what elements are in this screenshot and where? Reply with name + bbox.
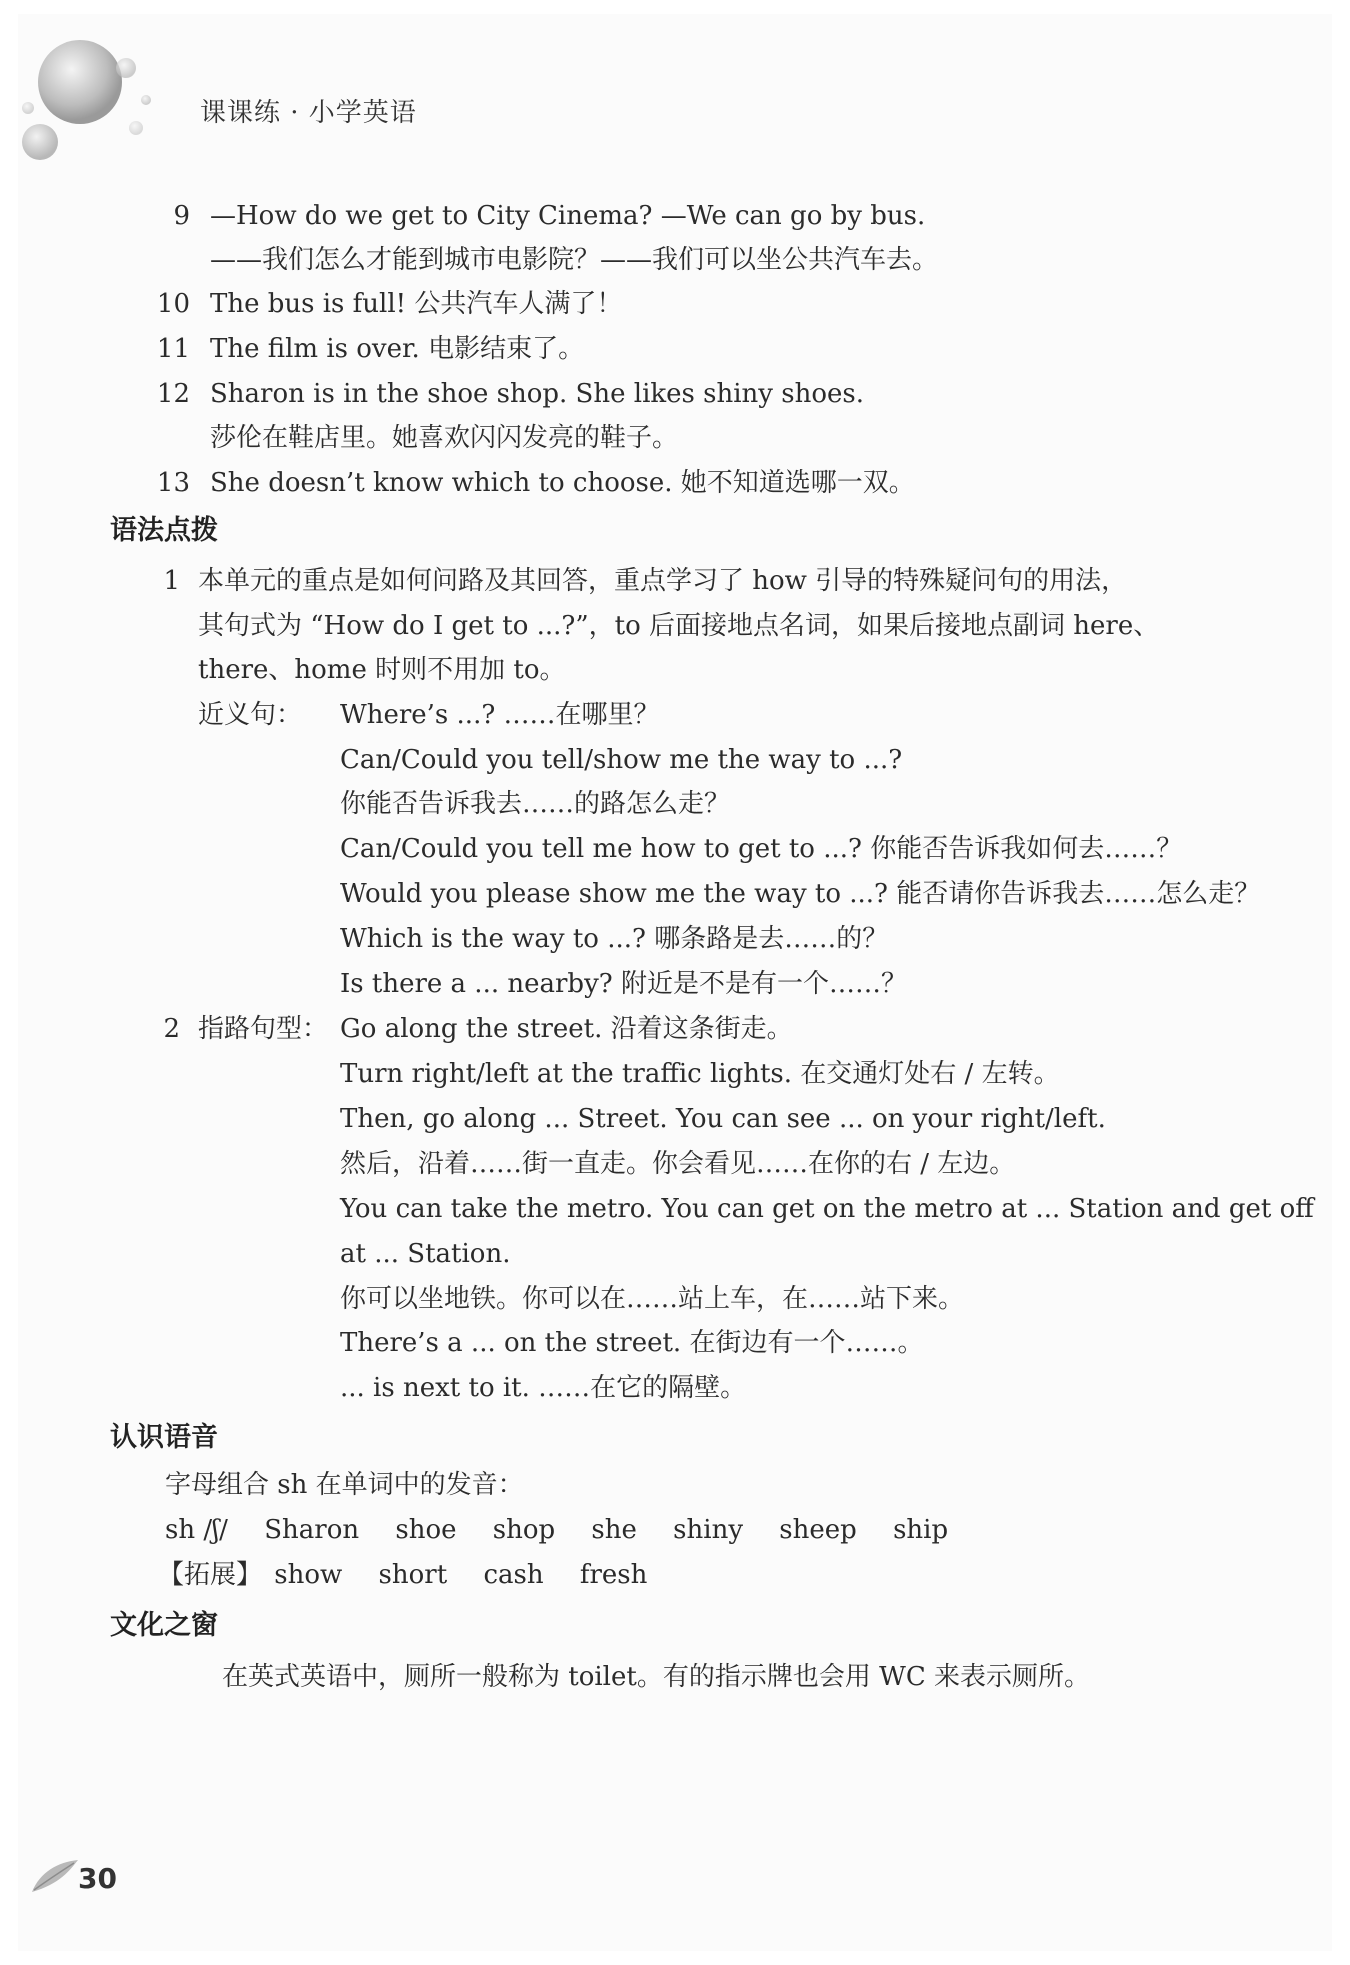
sh-label: sh /ʃ/ [165, 1515, 228, 1545]
page-number: 30 [78, 1862, 117, 1895]
bubbles-decoration-icon [18, 30, 178, 170]
grammar-text: 其句式为 “How do I get to ...?”，to 后面接地点名词，如果后接地点副词 here、 [198, 611, 1160, 641]
direction-line: 你可以坐地铁。你可以在……站上车，在……站下来。 [340, 1284, 965, 1314]
item-text-en: Sharon is in the shoe shop. She likes shiny shoes. [210, 379, 864, 409]
sh-word: ship [893, 1515, 949, 1545]
item-text: The bus is full! 公共汽车人满了！ [210, 289, 623, 319]
synonym-line: 你能否告诉我去……的路怎么走？ [340, 789, 731, 819]
extension-word-row [158, 1555, 675, 1595]
sh-word: shoe [395, 1515, 457, 1545]
extension-label: 【拓展】 [158, 1560, 263, 1590]
grammar-text: 本单元的重点是如何问路及其回答，重点学习了 how 引导的特殊疑问句的用法， [198, 566, 1128, 596]
section-heading-culture: 文化之窗 [110, 1610, 218, 1641]
sh-word: shiny [673, 1515, 744, 1545]
phonics-intro: 字母组合 sh 在单词中的发音： [165, 1470, 524, 1500]
extension-word: fresh [579, 1560, 648, 1590]
culture-text: 在英式英语中，厕所一般称为 toilet。有的指示牌也会用 WC 来表示厕所。 [222, 1662, 1090, 1692]
direction-line: ... is next to it. ……在它的隔壁。 [340, 1373, 747, 1403]
extension-word: short [378, 1560, 448, 1590]
direction-line: There’s a ... on the street. 在街边有一个……。 [340, 1328, 924, 1358]
direction-line: at ... Station. [340, 1239, 511, 1269]
synonym-label: 近义句： [198, 700, 303, 730]
extension-word: cash [483, 1560, 544, 1590]
item-text-en: —How do we get to City Cinema? —We can go by bus. [210, 201, 926, 231]
item-number: 9 [173, 201, 190, 231]
direction-line: Turn right/left at the traffic lights. 在交通灯处右 / 左转。 [340, 1059, 1060, 1089]
item-text: The film is over. 电影结束了。 [210, 334, 585, 364]
direction-line: 然后，沿着……街一直走。你会看见……在你的右 / 左边。 [340, 1149, 1016, 1179]
synonym-line: Can/Could you tell me how to get to ...? 你能否告诉我如何去……？ [340, 834, 1183, 864]
section-heading-phonics: 认识语音 [110, 1422, 218, 1453]
synonym-line: Would you please show me the way to ...? 能否请你告诉我去……怎么走？ [340, 879, 1261, 909]
section-heading-grammar: 语法点拨 [110, 515, 218, 546]
synonym-line: Which is the way to ...? 哪条路是去……的？ [340, 924, 889, 954]
sh-word: shop [492, 1515, 556, 1545]
item-text-zh: 莎伦在鞋店里。她喜欢闪闪发亮的鞋子。 [210, 423, 679, 453]
direction-line: Then, go along ... Street. You can see ... on your right/left. [340, 1104, 1106, 1134]
leaf-icon [30, 1858, 80, 1894]
header-title: 课课练 · 小学英语 [200, 98, 417, 128]
item-text-zh: ——我们怎么才能到城市电影院？——我们可以坐公共汽车去。 [210, 245, 939, 275]
directions-label: 指路句型： [198, 1014, 329, 1044]
point-number: 2 [163, 1014, 180, 1044]
sh-word: she [591, 1515, 637, 1545]
sh-word-row [165, 1510, 976, 1550]
synonym-line: Can/Could you tell/show me the way to ...? [340, 745, 903, 775]
sh-word: sheep [779, 1515, 857, 1545]
point-number: 1 [163, 566, 180, 596]
grammar-text: there、home 时则不用加 to。 [198, 655, 566, 685]
sh-word: Sharon [264, 1515, 360, 1545]
synonym-line: Is there a ... nearby? 附近是不是有一个……？ [340, 969, 907, 999]
item-number: 10 [156, 289, 190, 319]
extension-word: show [274, 1560, 343, 1590]
direction-line: Go along the street. 沿着这条街走。 [340, 1014, 793, 1044]
direction-line: You can take the metro. You can get on the metro at ... Station and get off [340, 1194, 1314, 1224]
item-number: 12 [156, 379, 190, 409]
item-number: 11 [156, 334, 190, 364]
item-text: She doesn’t know which to choose. 她不知道选哪一双。 [210, 468, 915, 498]
item-number: 13 [156, 468, 190, 498]
synonym-line: Where’s ...? ……在哪里？ [340, 700, 660, 730]
